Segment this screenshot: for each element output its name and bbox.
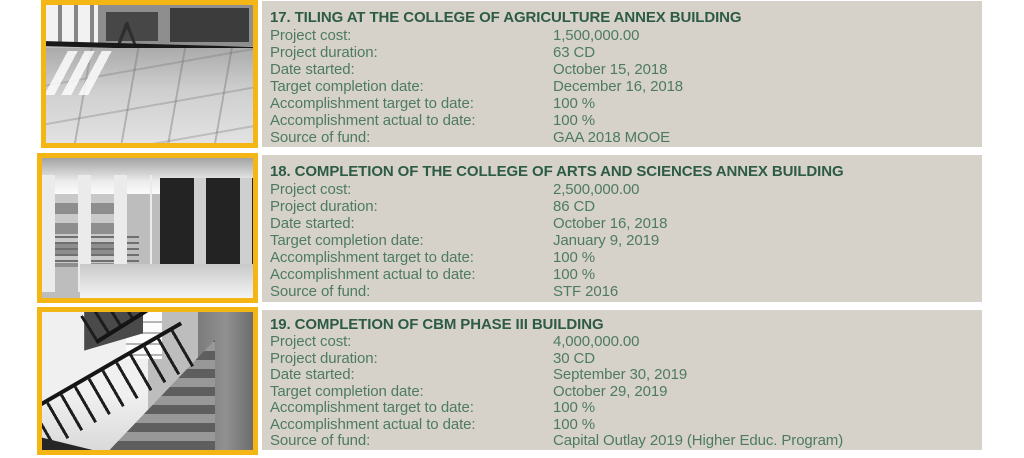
field-label: Date started: bbox=[270, 366, 355, 383]
field-value: 100 % bbox=[553, 399, 596, 416]
project-17-panel bbox=[262, 1, 982, 147]
field-value: 2,500,000.00 bbox=[553, 181, 640, 198]
field-value: October 16, 2018 bbox=[553, 215, 668, 232]
field-value: 100 % bbox=[553, 415, 596, 433]
field-row bbox=[270, 61, 972, 78]
tiled-floor-photo bbox=[46, 5, 253, 143]
field-value: 30 CD bbox=[553, 349, 596, 367]
field-row bbox=[270, 232, 972, 249]
field-value: 100 % bbox=[553, 95, 596, 112]
field-value: 1,500,000.00 bbox=[553, 27, 640, 44]
field-label: Source of fund: bbox=[270, 283, 371, 300]
chalkboard bbox=[170, 8, 249, 43]
field-label: Project duration: bbox=[270, 44, 378, 61]
corridor-floor bbox=[80, 264, 253, 298]
field-label: Accomplishment target to date: bbox=[270, 249, 474, 266]
field-row bbox=[270, 44, 972, 61]
field-label: Accomplishment target to date: bbox=[270, 399, 474, 416]
window-panes bbox=[46, 5, 98, 46]
field-label: Target completion date: bbox=[270, 382, 424, 400]
project-19-panel bbox=[262, 310, 982, 450]
field-label: Source of fund: bbox=[270, 129, 371, 146]
field-row bbox=[270, 417, 972, 434]
field-value: 100 % bbox=[553, 249, 596, 266]
field-row bbox=[270, 27, 972, 44]
stairwell-photo bbox=[42, 312, 253, 450]
field-value: January 9, 2019 bbox=[553, 232, 660, 249]
field-row bbox=[270, 215, 972, 232]
field-row bbox=[270, 384, 972, 401]
field-row bbox=[270, 283, 972, 300]
project-title: 17. TILING AT THE COLLEGE OF AGRICULTURE ANNEX BUILDING bbox=[270, 9, 742, 26]
field-label: Project cost: bbox=[270, 333, 352, 350]
field-row bbox=[270, 78, 972, 95]
field-label: Accomplishment actual to date: bbox=[270, 415, 476, 433]
field-value: October 29, 2019 bbox=[553, 382, 668, 400]
field-value: 100 % bbox=[553, 266, 596, 283]
field-value: December 16, 2018 bbox=[553, 78, 684, 95]
field-row bbox=[270, 129, 972, 146]
field-value: 86 CD bbox=[553, 198, 596, 215]
field-value: GAA 2018 MOOE bbox=[553, 129, 671, 146]
field-row bbox=[270, 334, 972, 351]
field-value: STF 2016 bbox=[553, 283, 619, 300]
field-row bbox=[270, 198, 972, 215]
field-label: Date started: bbox=[270, 215, 355, 232]
field-row bbox=[270, 400, 972, 417]
field-label: Source of fund: bbox=[270, 432, 371, 449]
field-row bbox=[270, 367, 972, 384]
field-value: 4,000,000.00 bbox=[553, 333, 640, 350]
project-17-photo-frame bbox=[41, 0, 258, 148]
field-label: Target completion date: bbox=[270, 232, 424, 249]
field-value: September 30, 2019 bbox=[553, 366, 688, 383]
field-label: Accomplishment target to date: bbox=[270, 95, 474, 112]
project-19-photo-frame bbox=[37, 307, 258, 455]
field-value: 63 CD bbox=[553, 44, 596, 61]
field-label: Project cost: bbox=[270, 181, 352, 198]
project-title: 19. COMPLETION OF CBM PHASE III BUILDING bbox=[270, 316, 604, 333]
project-18-photo-frame bbox=[37, 153, 258, 303]
field-label: Project cost: bbox=[270, 27, 352, 44]
corridor-photo bbox=[42, 158, 253, 298]
project-title: 18. COMPLETION OF THE COLLEGE OF ARTS AND SCIENCES ANNEX BUILDING bbox=[270, 163, 844, 180]
field-value: October 15, 2018 bbox=[553, 61, 668, 78]
field-value: 100 % bbox=[553, 112, 596, 129]
field-value: Capital Outlay 2019 (Higher Educ. Program) bbox=[553, 432, 844, 449]
field-label: Project duration: bbox=[270, 198, 378, 215]
field-label: Accomplishment actual to date: bbox=[270, 266, 476, 283]
field-label: Project duration: bbox=[270, 349, 378, 367]
field-row bbox=[270, 351, 972, 368]
field-row bbox=[270, 249, 972, 266]
field-label: Target completion date: bbox=[270, 78, 424, 95]
field-row bbox=[270, 433, 972, 450]
field-label: Accomplishment actual to date: bbox=[270, 112, 476, 129]
field-row bbox=[270, 266, 972, 283]
field-row bbox=[270, 95, 972, 112]
field-row bbox=[270, 181, 972, 198]
field-row bbox=[270, 112, 972, 129]
field-label: Date started: bbox=[270, 61, 355, 78]
corridor-wall-panels bbox=[160, 178, 253, 273]
project-18-panel bbox=[262, 155, 982, 302]
